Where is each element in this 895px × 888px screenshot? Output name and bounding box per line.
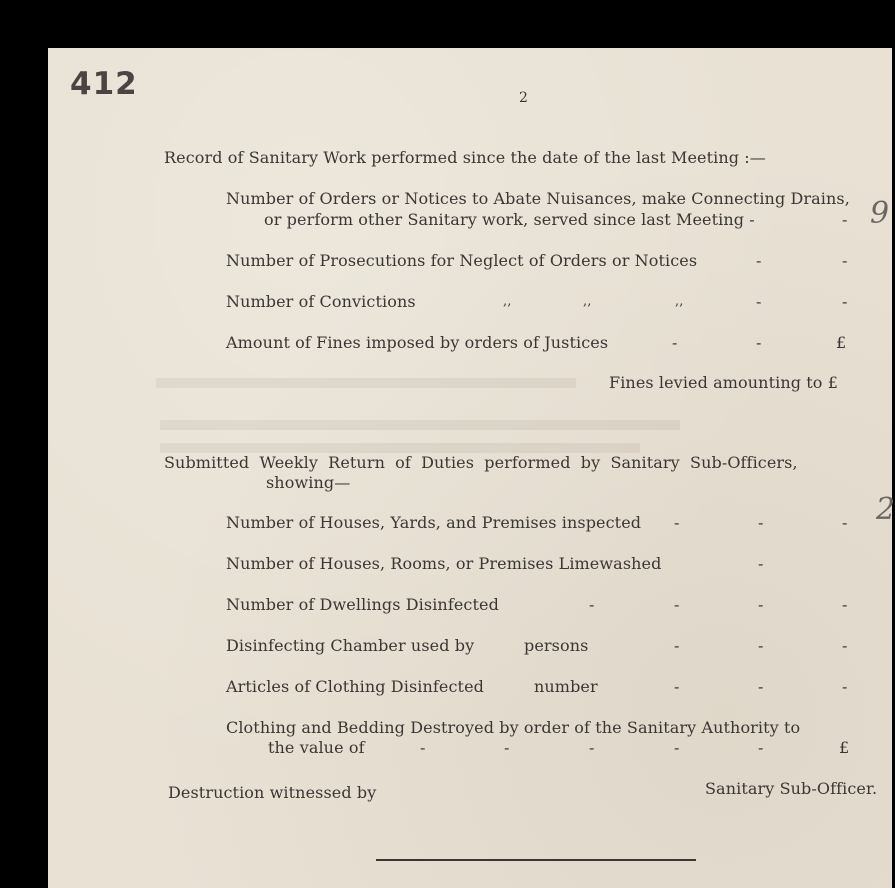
clothing-dash: -: [674, 677, 680, 696]
destroyed-dash: -: [674, 738, 680, 757]
dwellings-label: Number of Dwellings Disinfected: [226, 595, 499, 614]
houses-inspected-handwritten-value: 2: [876, 492, 895, 527]
convictions-label: Number of Convictions: [226, 292, 416, 311]
convictions-dash: -: [756, 292, 762, 311]
orders-line-2: or perform other Sanitary work, served since last Meeting -: [264, 210, 755, 229]
convictions-ditto: ,,: [583, 294, 592, 309]
weekly-heading-line-2: showing—: [266, 473, 351, 492]
fines-imposed-dash: -: [756, 333, 762, 352]
chamber-dash: -: [758, 636, 764, 655]
orders-line-1: Number of Orders or Notices to Abate Nuisances, make Connecting Drains,: [226, 189, 850, 208]
houses-inspected-dash: -: [758, 513, 764, 532]
page-number: 2: [519, 90, 528, 106]
destroyed-currency: £: [839, 738, 850, 757]
show-through-line: [156, 378, 576, 388]
orders-handwritten-value: 9: [870, 196, 890, 231]
destroyed-line-1: Clothing and Bedding Destroyed by order of the Sanitary Authority to: [226, 718, 801, 737]
destroyed-dash: -: [589, 738, 595, 757]
fines-imposed-label: Amount of Fines imposed by orders of Justices: [226, 333, 609, 352]
houses-inspected-dash: -: [674, 513, 680, 532]
fines-imposed-dash: -: [672, 333, 678, 352]
houses-inspected-dash: -: [842, 513, 848, 532]
prosecutions-dash: -: [842, 251, 848, 270]
document-page: [48, 48, 895, 888]
clothing-dash: -: [758, 677, 764, 696]
prosecutions-label: Number of Prosecutions for Neglect of Orders or Notices: [226, 251, 698, 270]
houses-inspected-label: Number of Houses, Yards, and Premises inspected: [226, 513, 642, 532]
prosecutions-dash: -: [756, 251, 762, 270]
fines-imposed-currency: £: [836, 333, 847, 352]
dwellings-dash: -: [842, 595, 848, 614]
convictions-dash: -: [842, 292, 848, 311]
destroyed-dash: -: [504, 738, 510, 757]
show-through-line: [160, 443, 640, 453]
limewashed-dash: -: [758, 554, 764, 573]
convictions-ditto: ,,: [503, 294, 512, 309]
destruction-witnessed-label: Destruction witnessed by: [168, 783, 377, 802]
record-heading: Record of Sanitary Work performed since the date of the last Meeting :—: [164, 148, 766, 167]
clothing-label: Articles of Clothing Disinfected: [226, 677, 484, 696]
folio-number: 412: [70, 66, 138, 102]
destroyed-dash: -: [420, 738, 426, 757]
destroyed-line-2: the value of: [268, 738, 365, 757]
clothing-dash: -: [842, 677, 848, 696]
chamber-label: Disinfecting Chamber used by: [226, 636, 475, 655]
convictions-ditto: ,,: [675, 294, 684, 309]
chamber-unit: persons: [524, 636, 589, 655]
chamber-dash: -: [674, 636, 680, 655]
fines-levied-label: Fines levied amounting to £: [609, 373, 838, 392]
closing-rule: [376, 859, 696, 861]
show-through-line: [160, 420, 680, 430]
orders-dash: -: [842, 210, 848, 229]
dwellings-dash: -: [758, 595, 764, 614]
limewashed-label: Number of Houses, Rooms, or Premises Limewashed: [226, 554, 662, 573]
dwellings-dash: -: [674, 595, 680, 614]
sanitary-sub-officer-label: Sanitary Sub-Officer.: [705, 779, 878, 798]
chamber-dash: -: [842, 636, 848, 655]
clothing-unit: number: [534, 677, 598, 696]
destroyed-dash: -: [758, 738, 764, 757]
weekly-heading-line-1: Submitted Weekly Return of Duties performed by Sanitary Sub-Officers,: [164, 453, 798, 472]
dwellings-dash: -: [589, 595, 595, 614]
